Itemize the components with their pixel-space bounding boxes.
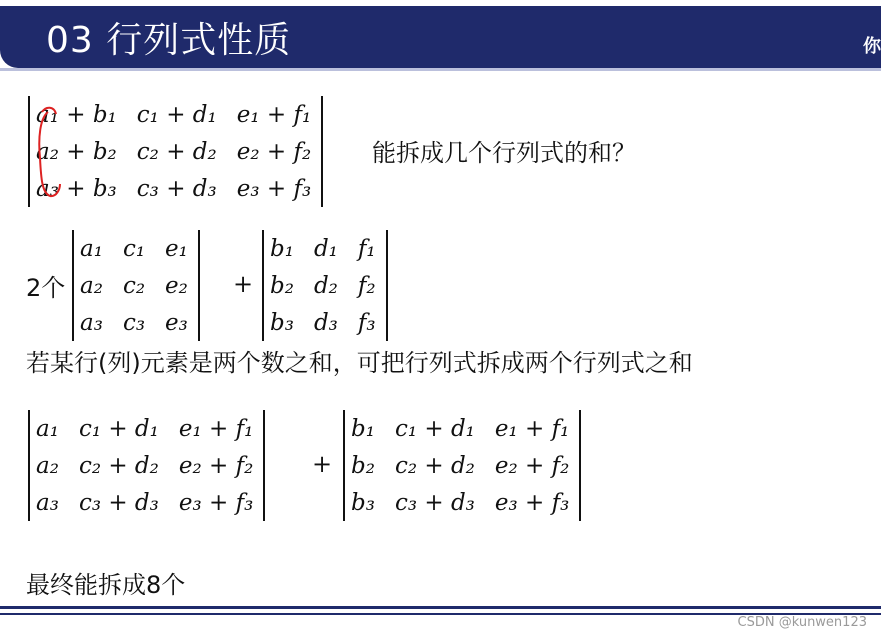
det-cell: c₁ + d₁ bbox=[78, 415, 159, 442]
det-cell: a₂ bbox=[80, 272, 103, 299]
det-cell: c₁ bbox=[122, 235, 146, 262]
rule-text: 若某行(列)元素是两个数之和，可把行列式拆成两个行列式之和 bbox=[26, 349, 693, 377]
det-cell: c₃ + d₃ bbox=[136, 175, 217, 202]
det-cell: e₁ + f₁ bbox=[178, 415, 254, 442]
header-corner-text: 你 bbox=[863, 36, 881, 57]
det-cell: a₃ bbox=[36, 489, 59, 516]
det-cell: e₃ + f₃ bbox=[494, 489, 570, 516]
plus-sign: + bbox=[233, 270, 254, 298]
det-cell: d₂ bbox=[313, 272, 338, 299]
det-cell: c₂ + d₂ bbox=[78, 452, 159, 479]
det-cell: e₂ + f₂ bbox=[236, 138, 312, 165]
det-cell: a₃ + b₃ bbox=[36, 175, 117, 202]
det-cell: e₂ + f₂ bbox=[178, 452, 254, 479]
det-cell: f₂ bbox=[357, 272, 376, 299]
plus-sign: + bbox=[312, 450, 333, 478]
determinant-c bbox=[28, 410, 265, 521]
det-cell: e₂ bbox=[165, 272, 188, 299]
det-cell: c₂ + d₂ bbox=[394, 452, 475, 479]
det-cell: a₃ bbox=[80, 309, 103, 336]
question-determinant bbox=[28, 96, 323, 207]
det-cell: a₂ bbox=[36, 452, 59, 479]
det-cell: b₃ bbox=[270, 309, 294, 336]
det-cell: e₃ + f₃ bbox=[178, 489, 254, 516]
det-cell: c₃ bbox=[122, 309, 146, 336]
det-cell: c₃ + d₃ bbox=[394, 489, 475, 516]
question-text: 能拆成几个行列式的和？ bbox=[372, 139, 636, 167]
det-cell: a₁ bbox=[36, 415, 59, 442]
det-cell: c₁ + d₁ bbox=[136, 101, 217, 128]
det-cell: b₃ bbox=[351, 489, 375, 516]
det-cell: a₂ + b₂ bbox=[36, 138, 117, 165]
det-cell: e₃ + f₃ bbox=[236, 175, 312, 202]
det-cell: e₁ bbox=[165, 235, 188, 262]
det-cell: e₂ + f₂ bbox=[494, 452, 570, 479]
det-cell: b₁ bbox=[351, 415, 375, 442]
det-cell: f₁ bbox=[357, 235, 376, 262]
determinant-b bbox=[262, 230, 388, 341]
det-cell: c₂ bbox=[122, 272, 146, 299]
det-cell: b₁ bbox=[270, 235, 294, 262]
det-cell: c₂ + d₂ bbox=[136, 138, 217, 165]
count-prefix: 2个 bbox=[26, 274, 66, 302]
footer-divider bbox=[0, 606, 881, 609]
det-cell: d₁ bbox=[313, 235, 338, 262]
header-divider bbox=[0, 68, 881, 71]
watermark: CSDN @kunwen123 bbox=[737, 615, 867, 630]
det-cell: b₂ bbox=[351, 452, 375, 479]
determinant-a bbox=[72, 230, 200, 341]
det-cell: f₃ bbox=[357, 309, 376, 336]
slide-header bbox=[0, 6, 881, 68]
det-cell: e₃ bbox=[165, 309, 188, 336]
det-cell: d₃ bbox=[313, 309, 338, 336]
det-cell: e₁ + f₁ bbox=[236, 101, 312, 128]
det-cell: c₁ + d₁ bbox=[394, 415, 475, 442]
det-cell: a₁ + b₁ bbox=[36, 101, 117, 128]
det-cell: b₂ bbox=[270, 272, 294, 299]
det-cell: a₁ bbox=[80, 235, 103, 262]
slide-title: 03 行列式性质 bbox=[46, 20, 292, 61]
determinant-d bbox=[343, 410, 581, 521]
det-cell: e₁ + f₁ bbox=[494, 415, 570, 442]
det-cell: c₃ + d₃ bbox=[78, 489, 159, 516]
conclusion-text: 最终能拆成8个 bbox=[26, 571, 186, 599]
